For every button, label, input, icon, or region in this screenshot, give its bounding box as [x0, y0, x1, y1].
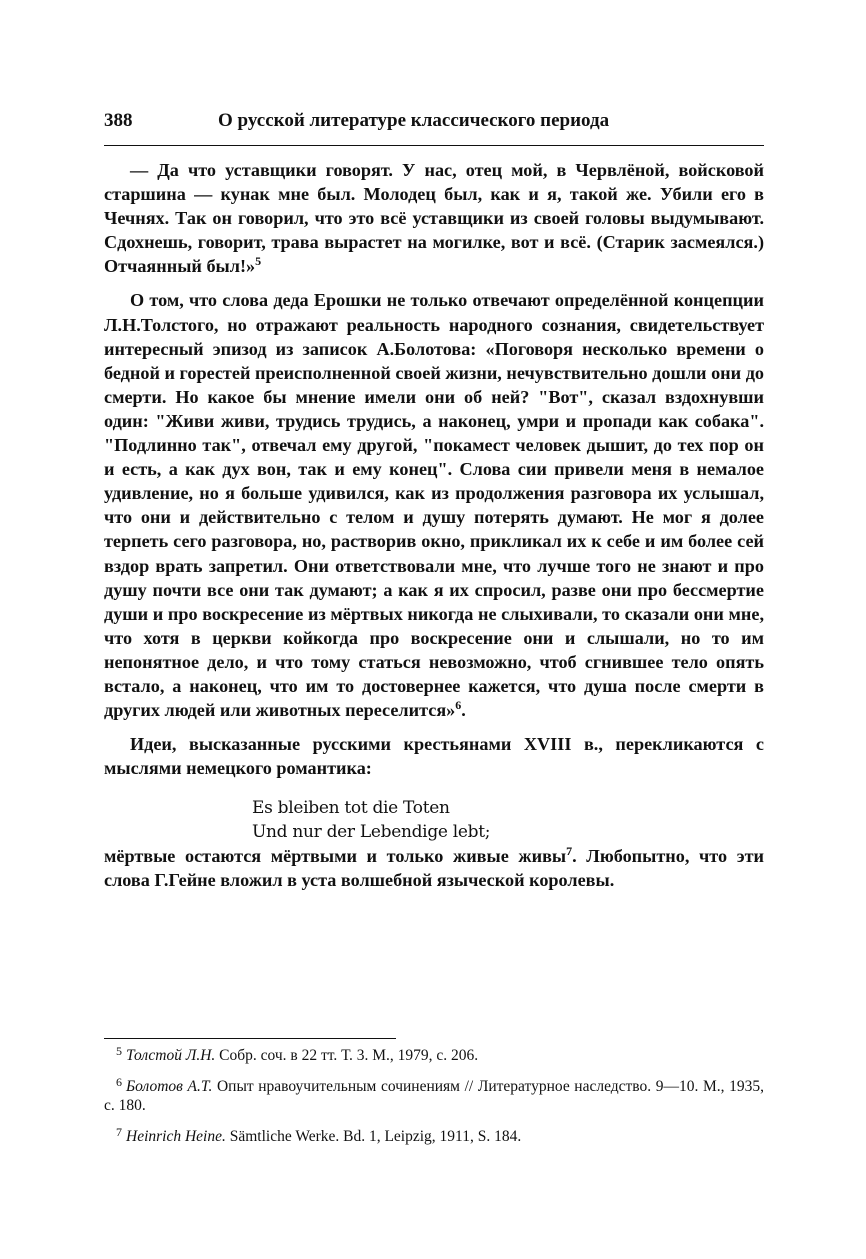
page-header [104, 106, 764, 140]
main-text [104, 158, 764, 893]
page-number: 388 [104, 110, 133, 131]
footnote [104, 1077, 764, 1115]
footnotes [104, 1046, 764, 1158]
footnote-mark: 5 [116, 1044, 122, 1058]
footnote-mark: 7 [116, 1125, 122, 1139]
footnote-text: Собр. соч. в 22 тт. Т. 3. М., 1979, с. 206. [215, 1047, 479, 1064]
verse-quote [252, 796, 764, 844]
verse-line: Es bleiben tot die Toten [252, 798, 450, 819]
footnote-author: Толстой Л.Н. [126, 1047, 216, 1064]
paragraph-bolotov: О том, что слова деда Ерошки не только отвечают определённой концепции Л.Н.Толстого, но отражают реальность народного сознания, свидетельствует интересный эпизод из записок А.Болотова: «Поговоря несколько времени о бедной и горестей преисполненной своей жизни, нечувствительно дошли они до смерти. Но какое бы мнение имели они об ней? "Вот", сказал вздохнувши один: "Живи живи, трудись трудись, а наконец, умри и пропади как собака". "Подлинно так", отвечал ему другой, "покамест человек дышит, до тех пор он и есть, а как дух вон, так и ему конец". Слова сии привели меня в немалое удивление, но я больше удивился, как из продолжения разговора их услышал, что они и действительно с телом и душу потерять думают. Не мог я долее терпеть сего разговора, но, растворив окно, прикликал их к себе и им более сей вздор врать запретил. Они ответствовали мне, что лучше того не знают и про душу почти все они так думают; а как я их спросил, разве они про бессмертие души и про воскресение из мёртвых никогда не слыхивали, то сказали они мне, что хотя в церкви койкогда про воскресение они и слышали, но то им непонятное дело, и что тому статься невозможно, чтоб сгнившее тело опять встало, а наконец, что им то достовернее кажется, что душа после смерти в других людей или животных переселится»$^6$. [104, 290, 764, 721]
footnote-text: Sämtliche Werke. Bd. 1, Leipzig, 1911, S. 184. [225, 1128, 522, 1145]
paragraph-dialogue [104, 158, 764, 278]
footnote [104, 1046, 764, 1065]
footnote-ref: 5 [255, 254, 262, 269]
footnote-author: Болотов А.Т. [126, 1078, 213, 1095]
footnote-rule [104, 1038, 396, 1039]
footnote-ref: 6 [455, 698, 462, 713]
running-title: О русской литературе классического периода [218, 110, 610, 131]
footnote-mark: 6 [116, 1075, 122, 1089]
paragraph-text: О том, что слова деда Ерошки не только отвечают определённой концепции Л.Н.Толстого, но отражают реальность народного сознания, свидетельствует интересный эпизод из записок А.Болотова: «Поговоря несколько времени о бедной и горестей преисполненной своей жизни, нечувствительно дошли они до смерти. Но какое бы мнение имели они об ней? "Вот", сказал вздохнувши один: "Живи живи, трудись трудись, а наконец, умри и пропади как собака". "Подлинно так", отвечал ему другой, "покамест человек дышит, до тех пор он и есть, а как дух вон, так и ему конец". Слова сии привели меня в немалое удивление, но я больше удивился, как из продолжения разговора их услышал, что они и действительно с телом и душу потерять думают. Не мог я долее терпеть сего разговора, но, растворив окно, прикликал их к себе и им более сей вздор врать запретил. Они ответствовали мне, что лучше того не знают и про душу почти все они так думают; а как я их спросил, разве они про бессмертие души и про воскресение из мёртвых никогда не слыхивали, то сказали они мне, что хотя в церкви койкогда про воскресение они и слышали, но то им непонятное дело, и что тому статься невозможно, чтоб сгнившее тело опять встало, а наконец, что им то достовернее кажется, что душа после смерти в других людей или животных переселится» [104, 290, 764, 721]
header-rule [104, 145, 764, 146]
paragraph-ideas [104, 732, 764, 780]
verse-line: Und nur der Lebendige lebt; [252, 822, 491, 843]
paragraph-text: . Любопытно, что эти слова Г.Гейне вложил в уста волшебной языческой королевы. [104, 846, 764, 891]
paragraph-text: мёртвые остаются мёртвыми и только живые живы [104, 846, 567, 867]
paragraph-text: — Да что уставщики говорят. У нас, отец мой, в Червлёной, войсковой старшина — кунак мне был. Молодец был, как и я, такой же. Убили его в Чечнях. Так он говорил, что это всё уставщики из своей головы выдумывают. Сдохнешь, говорит, трава вырастет на могилке, вот и всё. (Старик засмеялся.) Отчаянный был!» [104, 160, 764, 277]
footnote-ref: 7 [566, 844, 573, 859]
footnote-author: Heinrich Heine. [126, 1128, 226, 1145]
paragraph-conclusion [104, 844, 764, 892]
footnote [104, 1127, 764, 1146]
paragraph-text: Идеи, высказанные русскими крестьянами XVIII в., перекликаются с мыслями немецкого романтика: [104, 734, 764, 779]
footnote-text: Опыт нравоучительным сочинениям // Литературное наследство. 9—10. М., 1935, с. 180. [104, 1078, 764, 1114]
